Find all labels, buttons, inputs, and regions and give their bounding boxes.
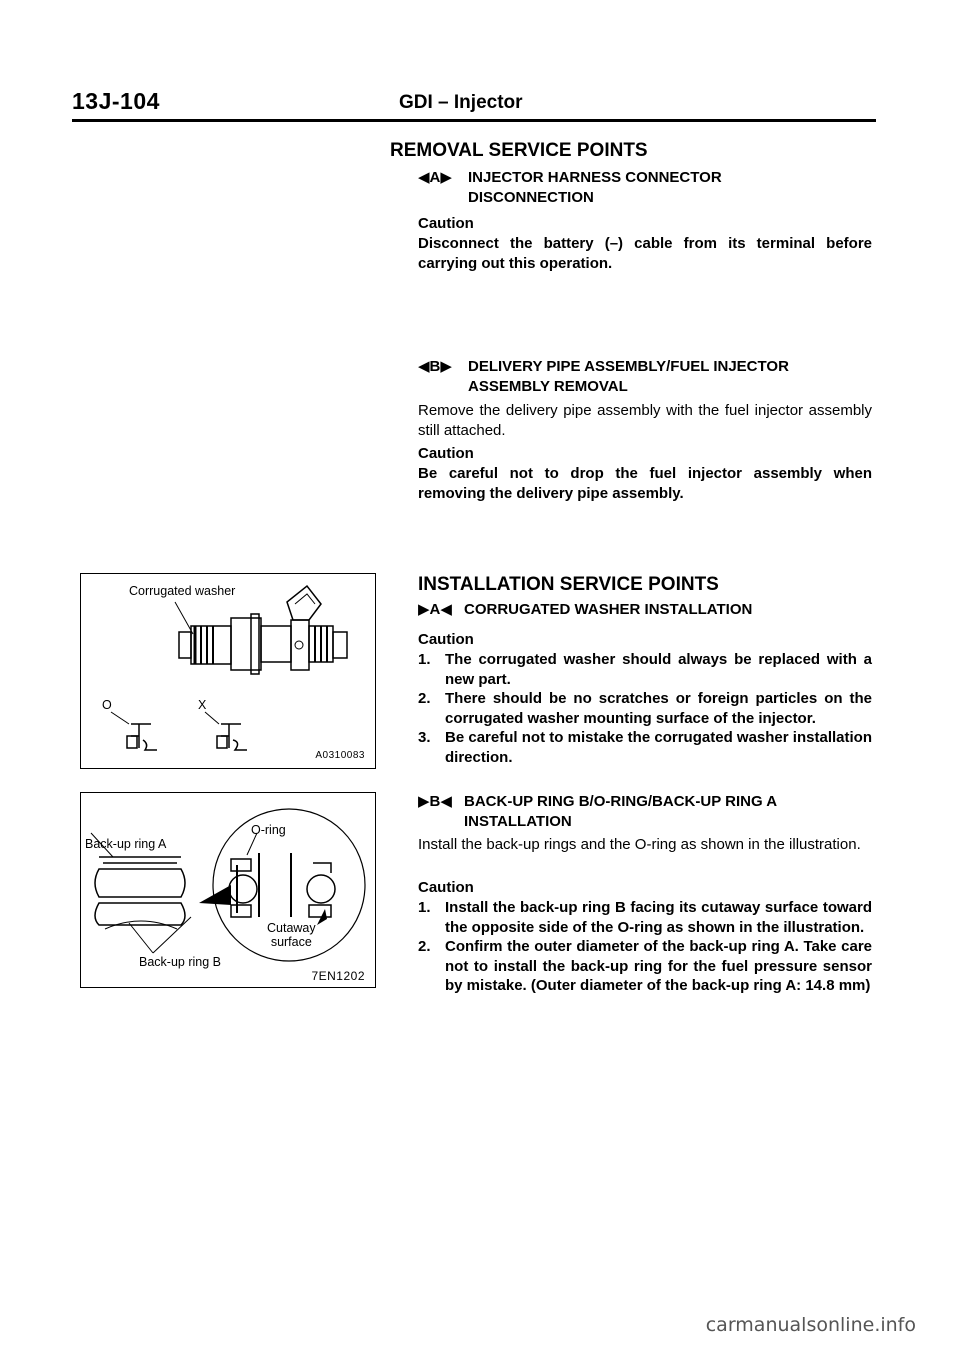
watermark: carmanualsonline.info [705, 1314, 916, 1336]
item-number: 1. [418, 651, 431, 668]
item-number: 3. [418, 729, 431, 746]
injector-illustration [81, 574, 375, 768]
removal-a-title [418, 168, 878, 208]
oring-illustration [81, 793, 375, 987]
figure-backup-rings [80, 792, 376, 988]
page-title: GDI – Injector [399, 92, 523, 113]
page-number: 13J-104 [72, 88, 160, 114]
installation-b-marker: ▶B◀ [418, 793, 452, 810]
item-text: The corrugated washer should always be replaced with a new part. [445, 651, 872, 688]
figure-code: 7EN1202 [311, 969, 365, 983]
item-text: Install the back-up ring B facing its cutaway surface toward the opposite side of the O-ring as shown in the illustration. [445, 899, 872, 936]
installation-a-title [418, 600, 878, 620]
list-item [418, 937, 872, 996]
installation-a-title-text: CORRUGATED WASHER INSTALLATION [464, 601, 753, 618]
item-text: There should be no scratches or foreign particles on the corrugated washer mounting surface of the injector. [445, 690, 872, 727]
removal-b-title-line2: ASSEMBLY REMOVAL [468, 378, 628, 395]
mark-incorrect: X [198, 698, 207, 712]
removal-a-title-line1: INJECTOR HARNESS CONNECTOR [468, 169, 722, 186]
removal-a-caution-text: Disconnect the battery (–) cable from its terminal before carrying out this operation. [418, 235, 872, 272]
installation-a-caution-list [418, 650, 872, 767]
installation-a-caution-label: Caution [418, 631, 474, 648]
list-item [418, 650, 872, 689]
label-cutaway-line2: surface [270, 935, 312, 949]
item-text: Be careful not to mistake the corrugated washer installation direction. [445, 729, 872, 766]
figure-label-corrugated-washer: Corrugated washer [129, 584, 236, 598]
list-item [418, 689, 872, 728]
label-backup-ring-a: Back-up ring A [85, 837, 167, 851]
item-text: Confirm the outer diameter of the back-up ring A. Take care not to install the back-up ring for the fuel pressure sensor by mistake. (Outer diameter of the back-up ring A: 14.8 mm) [445, 938, 872, 994]
removal-b-body: Remove the delivery pipe assembly with the fuel injector assembly still attached. [418, 402, 872, 439]
removal-b-caution-text: Be careful not to drop the fuel injector assembly when removing the delivery pipe assembly. [418, 465, 872, 502]
removal-b-caution-label: Caution [418, 445, 474, 462]
list-item [418, 728, 872, 767]
removal-b-marker: ◀B▶ [418, 358, 452, 375]
installation-a-marker: ▶A◀ [418, 601, 452, 618]
mark-correct: O [102, 698, 112, 712]
removal-b-title [418, 357, 878, 397]
header-rule [72, 119, 876, 122]
removal-heading: REMOVAL SERVICE POINTS [390, 140, 648, 161]
installation-b-caution-list [418, 898, 872, 996]
installation-b-title-line2: INSTALLATION [464, 813, 572, 830]
figure-corrugated-washer [80, 573, 376, 769]
label-cutaway-surface [267, 921, 316, 949]
installation-b-body: Install the back-up rings and the O-ring as shown in the illustration. [418, 836, 861, 853]
removal-b-title-line1: DELIVERY PIPE ASSEMBLY/FUEL INJECTOR [468, 358, 789, 375]
removal-a-marker: ◀A▶ [418, 169, 452, 186]
installation-heading: INSTALLATION SERVICE POINTS [418, 574, 719, 595]
label-oring: O-ring [251, 823, 286, 837]
item-number: 2. [418, 938, 431, 955]
label-cutaway-line1: Cutaway [267, 921, 316, 935]
item-number: 1. [418, 899, 431, 916]
removal-a-caution-label: Caution [418, 215, 474, 232]
label-backup-ring-b: Back-up ring B [139, 955, 221, 969]
installation-b-caution-label: Caution [418, 879, 474, 896]
removal-a-title-line2: DISCONNECTION [468, 189, 594, 206]
installation-b-title [418, 792, 878, 832]
list-item [418, 898, 872, 937]
figure-code: A0310083 [315, 750, 365, 761]
item-number: 2. [418, 690, 431, 707]
installation-b-title-line1: BACK-UP RING B/O-RING/BACK-UP RING A [464, 793, 778, 810]
